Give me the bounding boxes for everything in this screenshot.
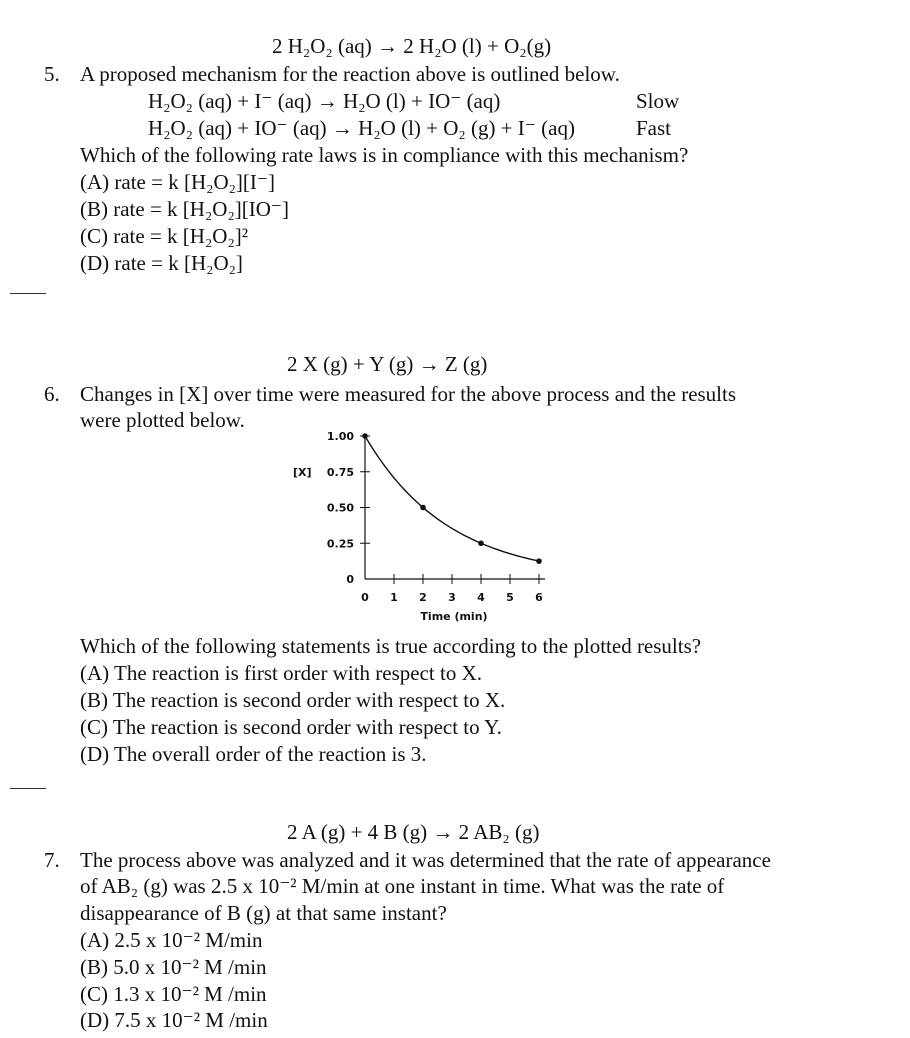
y-tick-label: 0.50 bbox=[326, 501, 354, 515]
q7-stem-line3: disappearance of B (g) at that same instant? bbox=[80, 901, 447, 925]
q7-number: 7. bbox=[44, 848, 60, 872]
q5-equation: 2 H₂O₂ (aq) → 2 H₂O (l) + O₂(g) bbox=[272, 34, 552, 58]
concentration-time-chart bbox=[280, 428, 580, 628]
x-tick-label: 5 bbox=[506, 591, 514, 604]
q7-stem-line1: The process above was analyzed and it was determined that the rate of appearance bbox=[80, 848, 771, 872]
q5-step1-rate: Slow bbox=[636, 89, 680, 113]
q5-choice-a[interactable]: (A) rate = k [H₂O₂][I⁻] bbox=[80, 170, 275, 194]
data-point bbox=[420, 505, 426, 511]
q7-equation: 2 A (g) + 4 B (g) → 2 AB₂ (g) bbox=[287, 820, 540, 844]
q6-number: 6. bbox=[44, 382, 60, 406]
q5-step2-rate: Fast bbox=[636, 116, 672, 140]
q6-choice-c[interactable]: (C) The reaction is second order with respect to Y. bbox=[80, 715, 502, 739]
q7-choice-a[interactable]: (A) 2.5 x 10⁻² M/min bbox=[80, 928, 263, 952]
x-axis-title: Time (min) bbox=[420, 610, 488, 623]
series-line bbox=[365, 436, 539, 561]
q7-choice-d[interactable]: (D) 7.5 x 10⁻² M /min bbox=[80, 1008, 268, 1032]
y-tick-label: 0 bbox=[346, 573, 354, 586]
x-tick-label: 0 bbox=[361, 591, 369, 604]
q7-choice-b[interactable]: (B) 5.0 x 10⁻² M /min bbox=[80, 955, 267, 979]
q6-choice-a[interactable]: (A) The reaction is first order with respect to X. bbox=[80, 661, 482, 685]
y-tick-label: 0.75 bbox=[326, 465, 354, 479]
q5-choice-d[interactable]: (D) rate = k [H₂O₂] bbox=[80, 251, 243, 275]
q6-question: Which of the following statements is true according to the plotted results? bbox=[80, 634, 702, 658]
q5-choice-c[interactable]: (C) rate = k [H₂O₂]² bbox=[80, 224, 249, 248]
x-tick-label: 1 bbox=[390, 591, 398, 604]
x-tick-label: 3 bbox=[448, 591, 456, 604]
q7-stem-line2: of AB₂ (g) was 2.5 x 10⁻² M/min at one instant in time. What was the rate of bbox=[80, 874, 725, 898]
data-point bbox=[536, 558, 542, 564]
y-tick-label: 0.25 bbox=[326, 537, 354, 551]
x-tick-label: 2 bbox=[419, 591, 427, 604]
q5-question: Which of the following rate laws is in compliance with this mechanism? bbox=[80, 143, 689, 167]
separator-1 bbox=[10, 293, 46, 294]
q6-choice-d[interactable]: (D) The overall order of the reaction is 3. bbox=[80, 742, 427, 766]
q5-stem: A proposed mechanism for the reaction above is outlined below. bbox=[80, 62, 620, 86]
q5-step1: H₂O₂ (aq) + I⁻ (aq) → H₂O (l) + IO⁻ (aq) bbox=[148, 89, 501, 113]
y-axis-title: [X] bbox=[293, 465, 312, 479]
separator-2 bbox=[10, 788, 46, 789]
q6-equation: 2 X (g) + Y (g) → Z (g) bbox=[287, 352, 488, 376]
y-tick-label: 1.00 bbox=[326, 430, 354, 443]
x-tick-label: 6 bbox=[535, 591, 543, 604]
q5-number: 5. bbox=[44, 62, 60, 86]
x-tick-label: 4 bbox=[477, 591, 485, 604]
q6-choice-b[interactable]: (B) The reaction is second order with respect to X. bbox=[80, 688, 506, 712]
data-point bbox=[362, 433, 368, 439]
data-point bbox=[478, 540, 484, 546]
q6-stem-line2: were plotted below. bbox=[80, 408, 245, 432]
q6-stem-line1: Changes in [X] over time were measured for the above process and the results bbox=[80, 382, 737, 406]
q7-choice-c[interactable]: (C) 1.3 x 10⁻² M /min bbox=[80, 982, 267, 1006]
q5-choice-b[interactable]: (B) rate = k [H₂O₂][IO⁻] bbox=[80, 197, 289, 221]
q5-step2: H₂O₂ (aq) + IO⁻ (aq) → H₂O (l) + O₂ (g) + I⁻ (aq) bbox=[148, 116, 575, 140]
